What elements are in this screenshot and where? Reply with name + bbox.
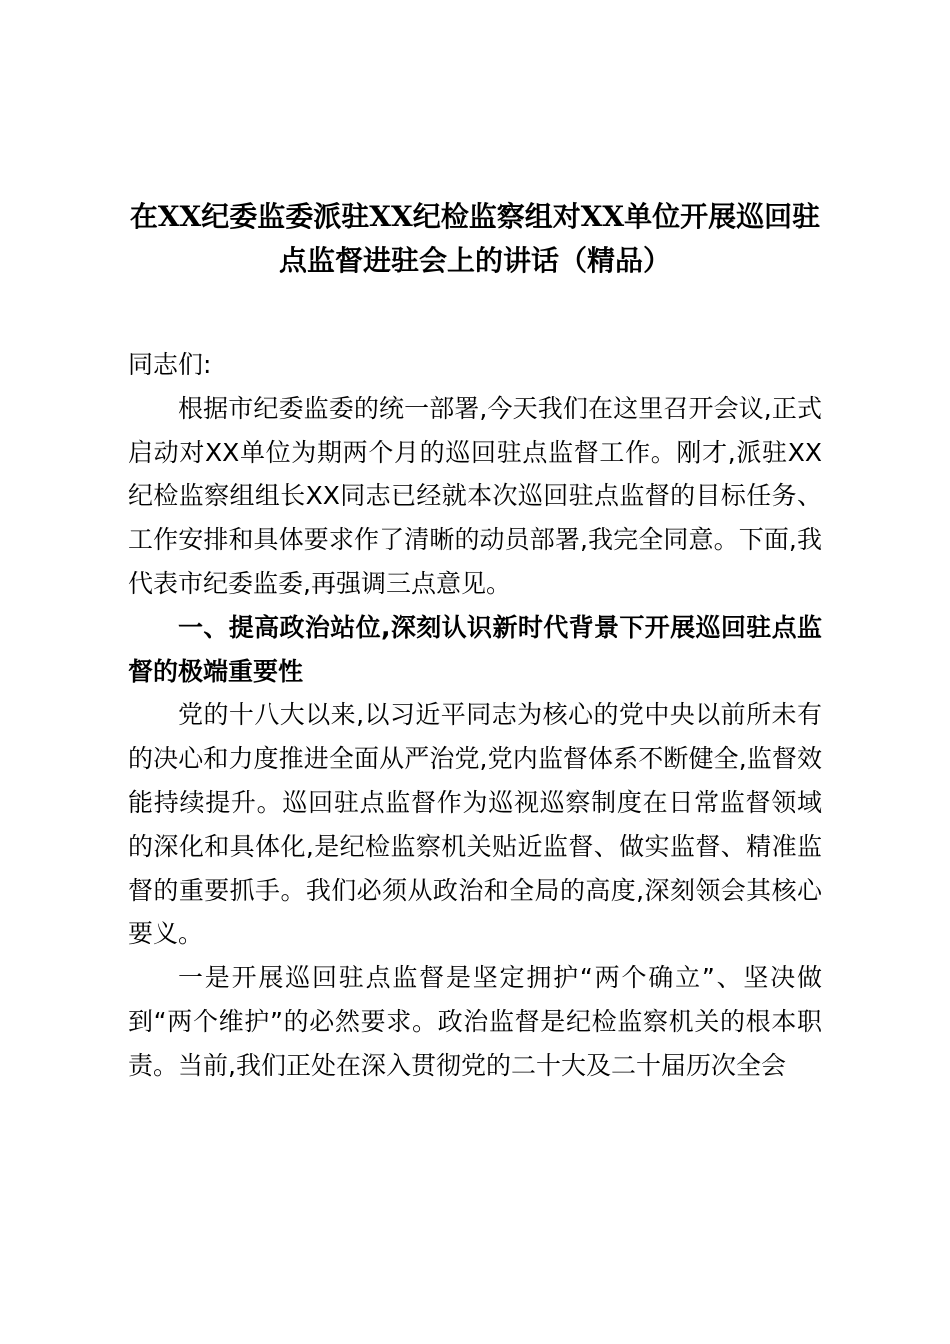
paragraph-intro: 根据市纪委监委的统一部署,今天我们在这里召开会议,正式启动对XX单位为期两个月的巡回驻点监督工作。刚才,派驻XX纪检监察组组长XX同志已经就本次巡回驻点监督的目标任务、工作安排和具体要求作了清晰的动员部署,我完全同意。下面,我代表市纪委监委,再强调三点意见。 (128, 393, 822, 598)
title-line-1: 在XX纪委监委派驻XX纪检监察组对XX单位开展巡回驻 (129, 200, 821, 233)
salutation: 同志们: (128, 350, 212, 379)
title-line-2: 点监督进驻会上的讲话（精品） (278, 244, 671, 277)
document-title (112, 195, 838, 283)
paragraph-point-1: 一是开展巡回驻点监督是坚定拥护“两个确立”、坚决做到“两个维护”的必然要求。政治监督是纪检监察机关的根本职责。当前,我们正处在深入贯彻党的二十大及二十届历次全会 (128, 963, 822, 1080)
section-heading-1: 一、提高政治站位,深刻认识新时代背景下开展巡回驻点监督的极端重要性 (128, 612, 822, 686)
document-body (128, 343, 822, 1088)
paragraph-background: 党的十八大以来,以习近平同志为核心的党中央以前所未有的决心和力度推进全面从严治党,党内监督体系不断健全,监督效能持续提升。巡回驻点监督作为巡视巡察制度在日常监督领域的深化和具体化,是纪检监察机关贴近监督、做实监督、精准监督的重要抓手。我们必须从政治和全局的高度,深刻领会其核心要义。 (128, 700, 822, 949)
